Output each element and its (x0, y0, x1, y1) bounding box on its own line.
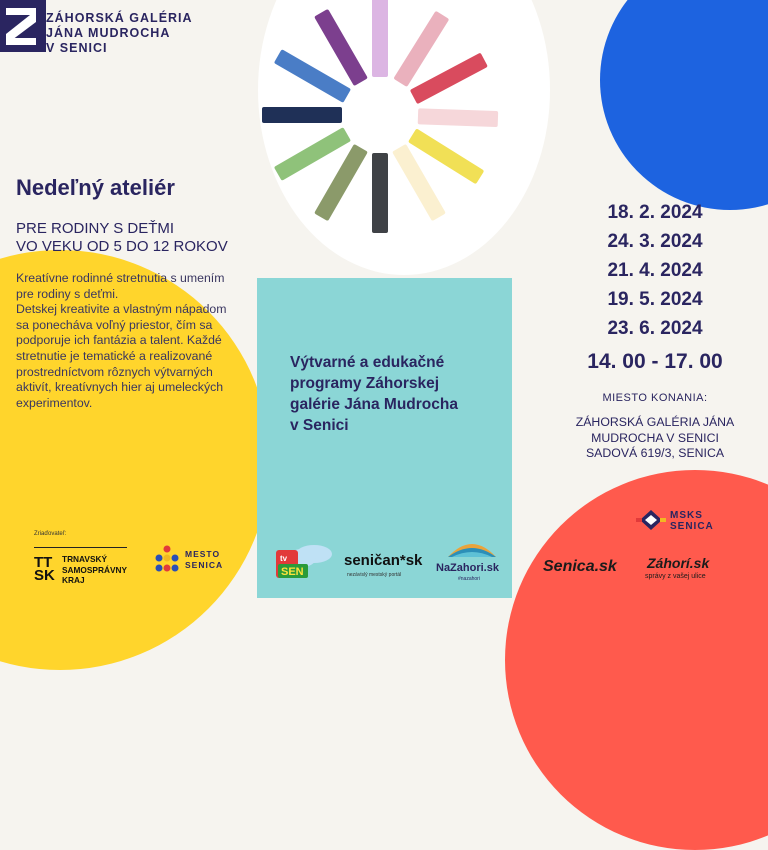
chalk-lilac (372, 0, 388, 77)
mesto-line: MESTO (185, 549, 221, 559)
venue-address (555, 415, 755, 462)
tsk-mark-line: TT (34, 554, 53, 571)
zahori-sk-logo-text: Záhorí.sk (647, 555, 710, 571)
tsk-line: SAMOSPRÁVNY (62, 564, 128, 575)
program-line: Výtvarné a edukačné (290, 354, 445, 371)
mesto-line: SENICA (185, 560, 224, 570)
event-title: Nedeľný ateliér (16, 175, 175, 200)
event-date: 24. 3. 2024 (607, 231, 703, 252)
event-date: 23. 6. 2024 (607, 318, 703, 339)
pastel-chalk-image (258, 0, 550, 278)
event-dates (560, 198, 750, 343)
description-line: pre rodiny s deťmi. (16, 286, 119, 301)
tsk-logo-mark (34, 556, 55, 582)
senican-logo-text: seničan*sk (344, 552, 423, 569)
zahori-sk-tagline: správy z vašej ulice (645, 573, 706, 580)
msks-logo-text (670, 510, 714, 532)
tsk-logo-text (62, 554, 127, 586)
tsk-line: TRNAVSKÝ (62, 554, 108, 564)
event-audience (16, 220, 228, 256)
msks-line: SENICA (670, 521, 714, 532)
description-line: experimentov. (16, 395, 93, 410)
gallery-name-line: V SENICI (46, 41, 108, 55)
nazahori-logo-text: NaZahori.sk (436, 562, 499, 574)
venue-line: ZÁHORSKÁ GALÉRIA JÁNA (575, 415, 735, 429)
description-line: prostredníctvom rôznych výtvarných (16, 364, 213, 379)
tv-sen-sen: SEN (281, 566, 304, 578)
event-date: 18. 2. 2024 (607, 202, 703, 223)
program-line: v Senici (290, 417, 349, 434)
event-date: 21. 4. 2024 (607, 260, 703, 281)
audience-line: VO VEKU OD 5 DO 12 ROKOV (16, 238, 228, 255)
nazahori-logo-icon (446, 535, 498, 563)
tsk-mark-line: SK (34, 567, 55, 584)
program-description (290, 352, 490, 436)
senican-tagline: nezávislý mestský portál (347, 572, 402, 578)
description-line: stretnutie je tematické a realizované (16, 348, 213, 363)
tv-sen-tv: tv (280, 554, 288, 563)
venue-line: SADOVÁ 619/3, SENICA (585, 446, 725, 460)
founder-label: Zriaďovateľ: (34, 531, 67, 537)
chalk-light-pink (418, 108, 499, 127)
msks-line: MSKS (670, 510, 703, 521)
event-description (16, 271, 256, 411)
event-date: 19. 5. 2024 (607, 289, 703, 310)
chalk-navy (262, 107, 342, 123)
mesto-senica-text (185, 549, 223, 571)
chalk-charcoal (372, 153, 388, 233)
description-line: Detskej kreativite a vlastným nápadom (16, 302, 227, 317)
mesto-senica-logo-icon (152, 544, 182, 578)
program-line: programy Záhorskej (290, 375, 440, 392)
program-line: galérie Jána Mudrocha (290, 396, 458, 413)
gallery-name-line: ZÁHORSKÁ GALÉRIA (46, 11, 193, 25)
gallery-logo-icon (0, 0, 46, 52)
description-line: sa ponecháva voľný priestor, čím sa (16, 317, 213, 332)
audience-line: PRE RODINY S DEŤMI (16, 220, 175, 237)
blue-circle-decoration (600, 0, 768, 210)
msks-logo-icon (636, 508, 666, 532)
tv-sen-logo-icon (272, 542, 334, 582)
description-line: podporuje ich fantázia a talent. Každé (16, 333, 222, 348)
event-time: 14. 00 - 17. 00 (587, 350, 723, 373)
gallery-name (46, 11, 193, 56)
nazahori-tagline: #nazahori (458, 576, 480, 582)
venue-label: MIESTO KONANIA: (602, 392, 708, 404)
gallery-name-line: JÁNA MUDROCHA (46, 26, 171, 40)
senica-sk-logo-text: Senica.sk (543, 558, 617, 575)
tsk-line: KRAJ (62, 575, 85, 585)
founder-divider (34, 547, 127, 548)
venue-line: MUDROCHA V SENICI (591, 430, 719, 445)
description-line: Kreatívne rodinné stretnutia s umením (16, 271, 225, 285)
description-line: aktivít, kreatívnych hier aj umeleckých (16, 380, 224, 395)
